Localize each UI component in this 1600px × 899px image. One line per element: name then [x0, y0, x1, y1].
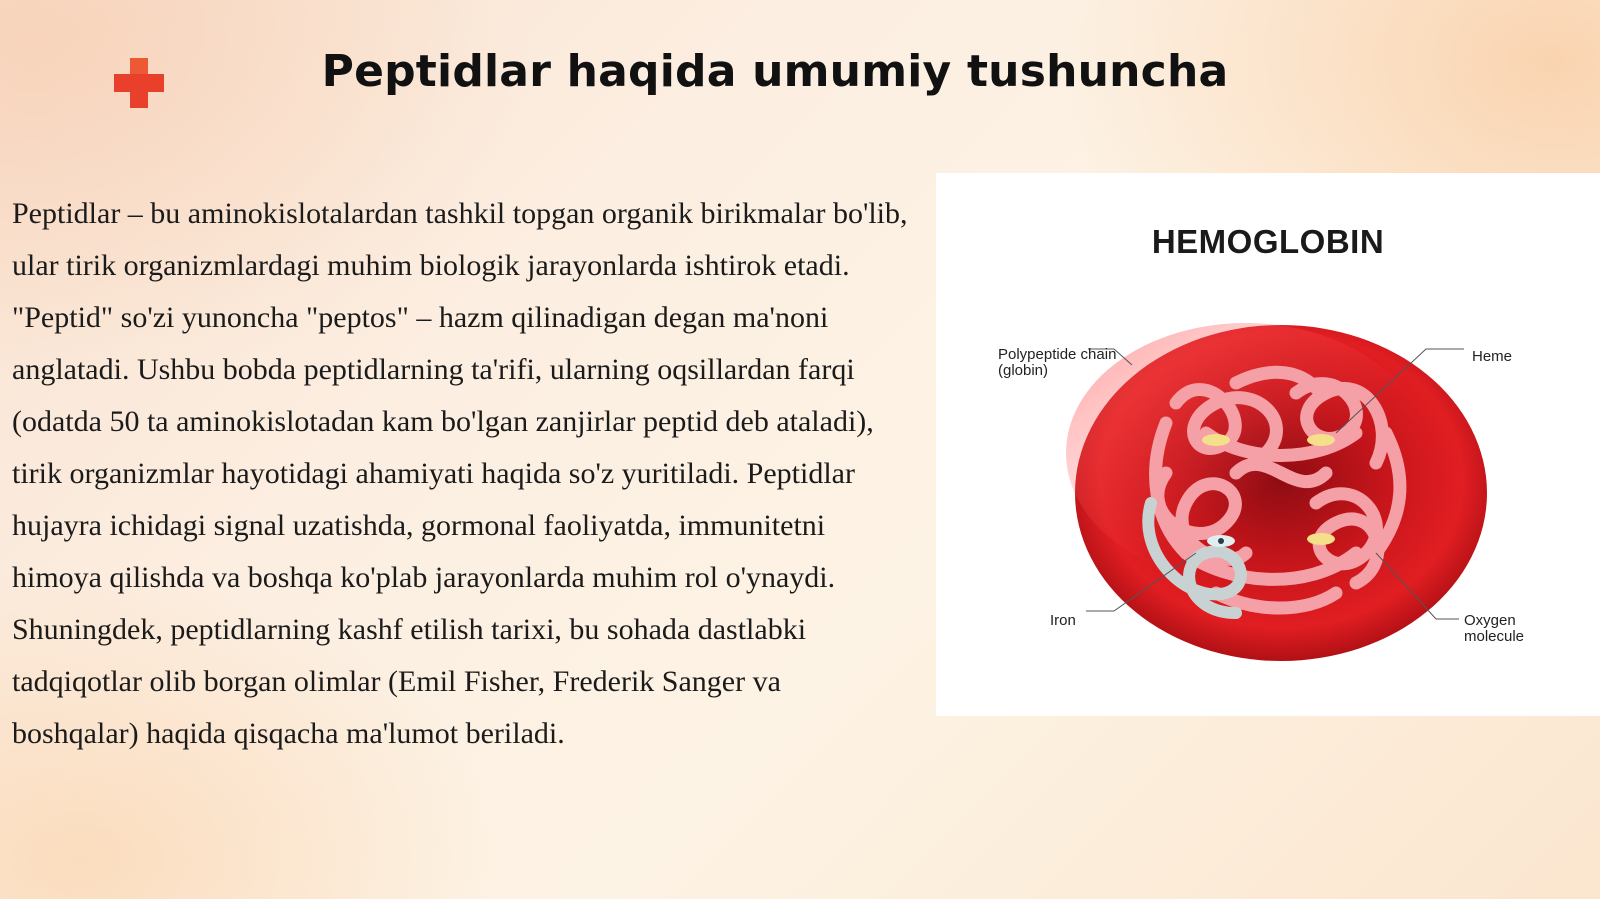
figure-title: HEMOGLOBIN — [1151, 223, 1385, 260]
medical-cross-icon — [112, 56, 166, 110]
hemoglobin-figure — [936, 173, 1600, 716]
label-iron: Iron — [1050, 612, 1076, 629]
label-oxygen-molecule: Oxygen molecule — [1464, 612, 1525, 645]
slide-body-text: Peptidlar – bu aminokislotalardan tashkil topgan organik birikmalar bo'lib, ular tirik organizmlardagi muhim biologik jarayonlarda ishtirok etadi. "Peptid" so'zi yunoncha "peptos" – hazm qilinadigan degan ma'noni anglatadi. Ushbu bobda peptidlarning ta'rifi, ularning oqsillardan farqi (odatda 50 ta aminokislotadan kam bo'lgan zanjirlar peptid deb ataladi), tirik organizmlar hayotidagi ahamiyati haqida so'z yuritiladi. Peptidlar hujayra ichidagi signal uzatishda, gormonal faoliyatda, immunitetni himoya qilishda va boshqa ko'plab jarayonlarda muhim rol o'ynaydi. Shuningdek, peptidlarning kashf etilish tarixi, bu sohada dastlabki tadqiqotlar olib borgan olimlar (Emil Fisher, Frederik Sanger va boshqalar) haqida qisqacha ma'lumot beriladi. — [12, 197, 908, 750]
slide-title: Peptidlar haqida umumiy tushuncha — [321, 46, 1229, 97]
label-heme: Heme — [1472, 348, 1513, 365]
label-polypeptide-chain: Polypeptide chain (globin) — [998, 346, 1117, 379]
